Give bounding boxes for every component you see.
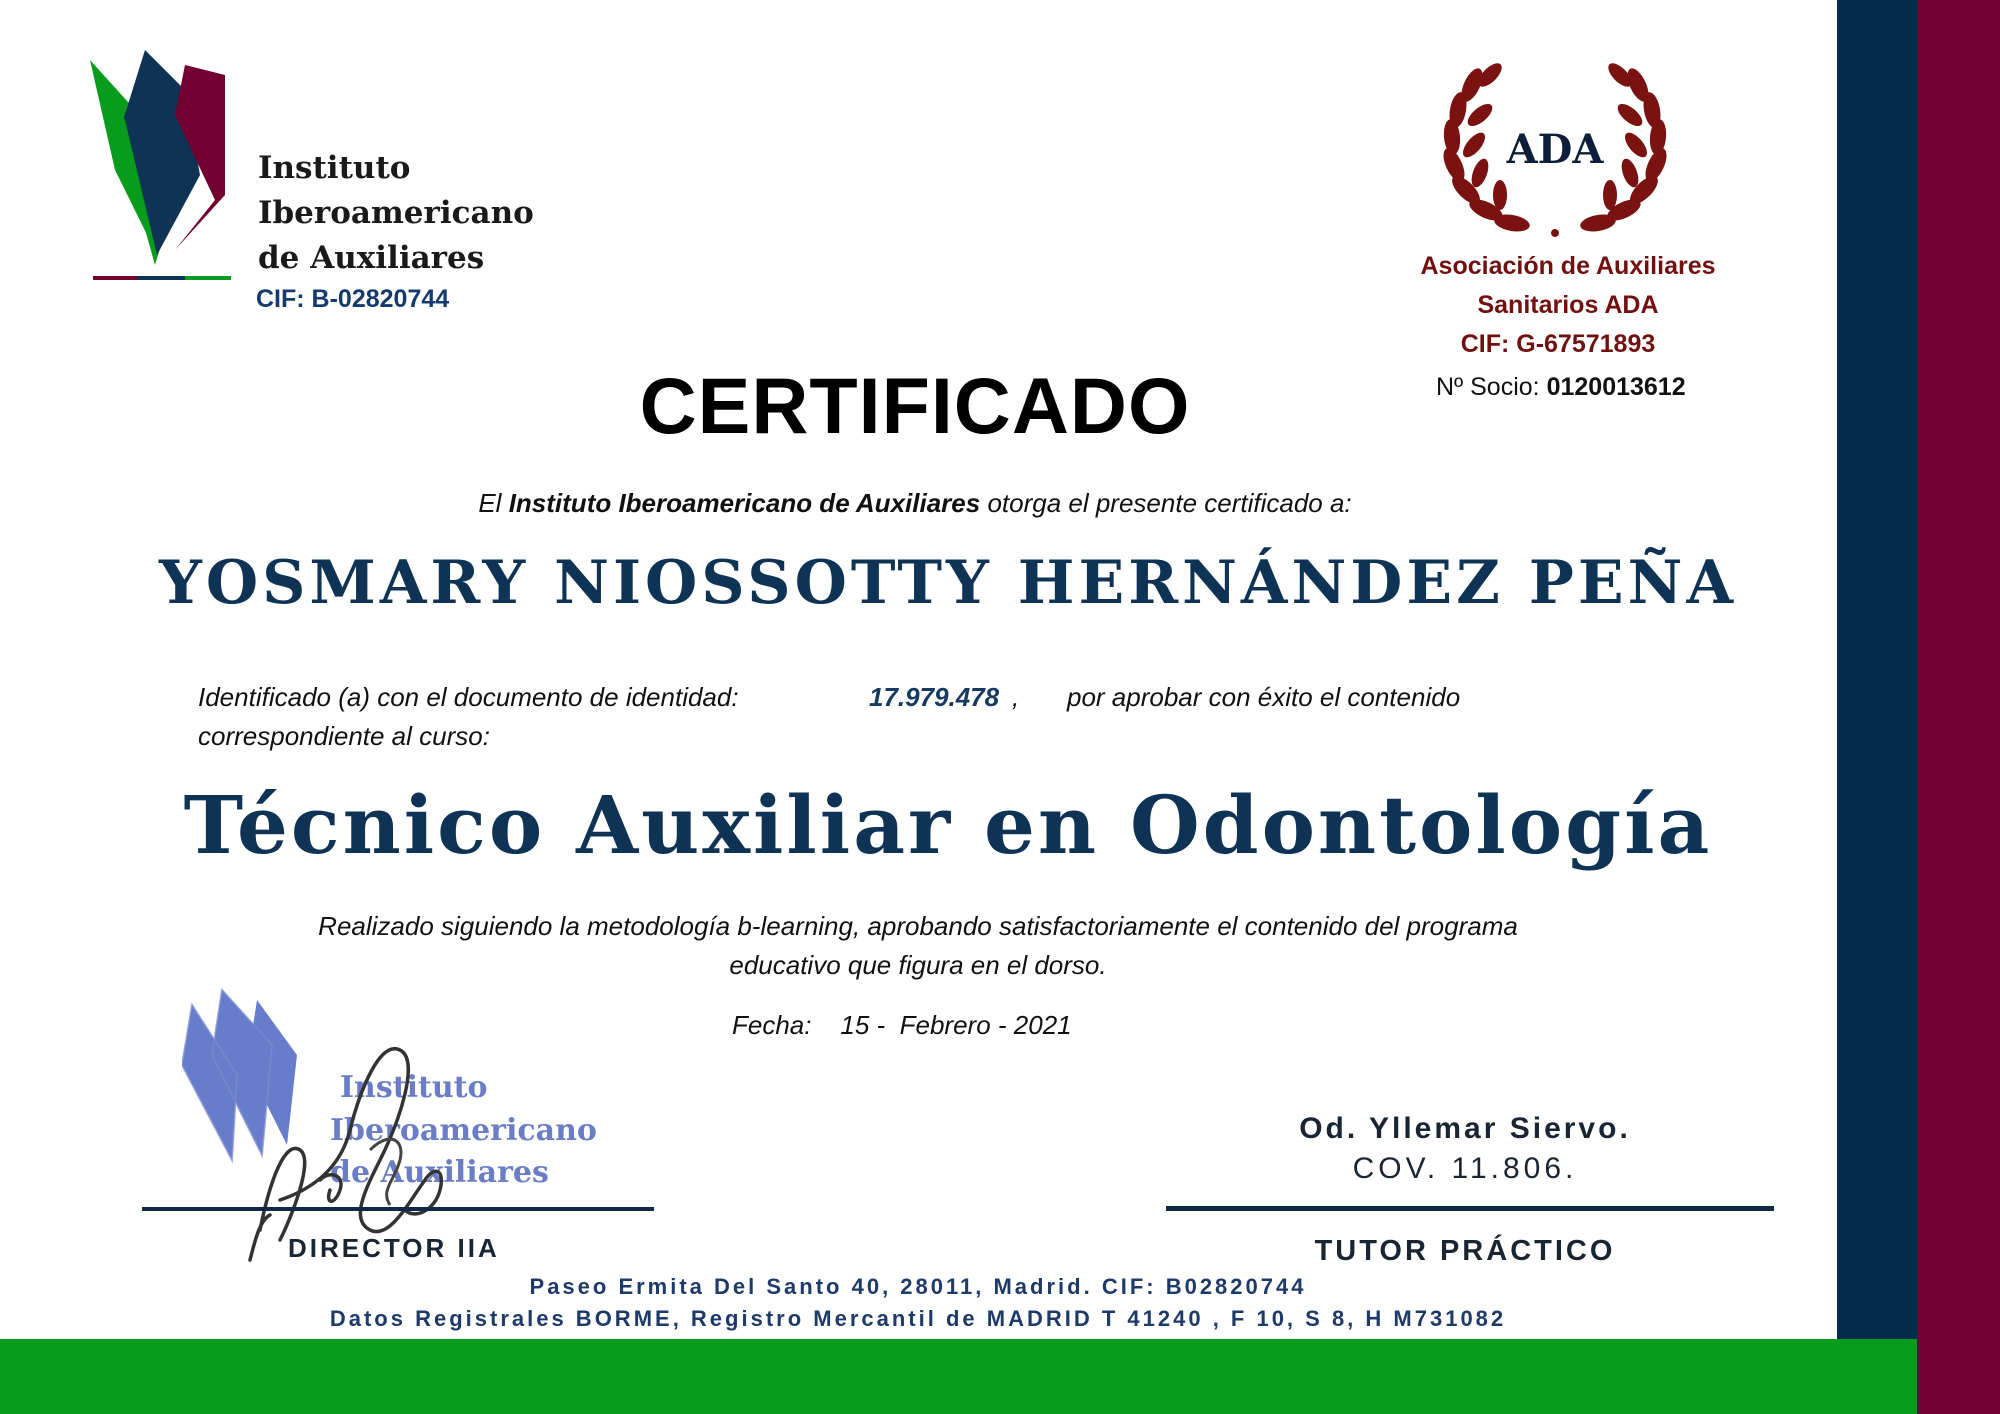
side-stripe-navy bbox=[1837, 0, 1917, 1414]
id-label: Identificado (a) con el documento de identidad: bbox=[198, 682, 739, 712]
footer-registry: Datos Registrales BORME, Registro Mercantil de MADRID T 41240 , F 10, S 8, H M731082 bbox=[329, 1306, 1507, 1331]
tutor-signature-line bbox=[1166, 1206, 1774, 1211]
methodology-line-2: educativo que figura en el dorso. bbox=[729, 950, 1107, 980]
footer-address: Paseo Ermita Del Santo 40, 28011, Madrid. CIF: B02820744 bbox=[529, 1274, 1307, 1299]
institute-name-line-3: de Auxiliares bbox=[258, 240, 485, 276]
tutor-cov: COV. 11.806. bbox=[1352, 1152, 1578, 1185]
director-signature-line bbox=[142, 1207, 654, 1211]
member-number-label: Nº Socio: bbox=[1436, 373, 1540, 401]
recipient-name: YOSMARY NIOSSOTTY HERNÁNDEZ PEÑA bbox=[158, 548, 1738, 618]
institute-name-line-1: Instituto bbox=[258, 150, 411, 186]
ada-logo-lettering: ADA bbox=[1506, 126, 1604, 173]
association-name-line-2: Sanitarios ADA bbox=[1477, 291, 1659, 319]
tutor-name: Od. Yllemar Siervo. bbox=[1299, 1112, 1631, 1145]
stamp-text-line-2: Iberoamericano bbox=[330, 1113, 597, 1148]
issue-date: Fecha: 15 - Febrero - 2021 bbox=[732, 1010, 1072, 1040]
tutor-label: TUTOR PRÁCTICO bbox=[1314, 1235, 1616, 1267]
id-tail: por aprobar con éxito el contenido bbox=[1067, 682, 1461, 712]
ada-laurel-logo-icon bbox=[1430, 55, 1680, 245]
association-cif: CIF: G-67571893 bbox=[1460, 330, 1656, 358]
institute-cif: CIF: B-02820744 bbox=[256, 285, 450, 313]
institute-logo-icon bbox=[85, 50, 245, 286]
id-line-2: correspondiente al curso: bbox=[198, 721, 490, 751]
director-label: DIRECTOR IIA bbox=[288, 1233, 500, 1263]
course-name: Técnico Auxiliar en Odontología bbox=[183, 778, 1713, 872]
stamp-text-line-1: Instituto bbox=[340, 1070, 488, 1105]
intro-institute: Instituto Iberoamericano de Auxiliares bbox=[508, 488, 981, 518]
side-stripe-wine bbox=[1917, 0, 2000, 1414]
intro-suffix: otorga el presente certificado a: bbox=[987, 488, 1352, 518]
id-number: 17.979.478 bbox=[869, 682, 1000, 712]
member-number-value: 0120013612 bbox=[1546, 373, 1686, 401]
intro-text bbox=[0, 488, 1830, 519]
id-comma: , bbox=[1012, 682, 1020, 712]
stamp-text-line-3: de Auxiliares bbox=[330, 1155, 549, 1190]
bottom-bar-green bbox=[0, 1339, 1917, 1414]
methodology-line-1: Realizado siguiendo la metodología b-learning, aprobando satisfactoriamente el contenido del programa bbox=[318, 911, 1518, 941]
certificate-title: CERTIFICADO bbox=[639, 361, 1191, 450]
intro-prefix: El bbox=[478, 488, 502, 518]
association-name-line-1: Asociación de Auxiliares bbox=[1420, 252, 1716, 280]
institute-name-line-2: Iberoamericano bbox=[258, 195, 534, 231]
